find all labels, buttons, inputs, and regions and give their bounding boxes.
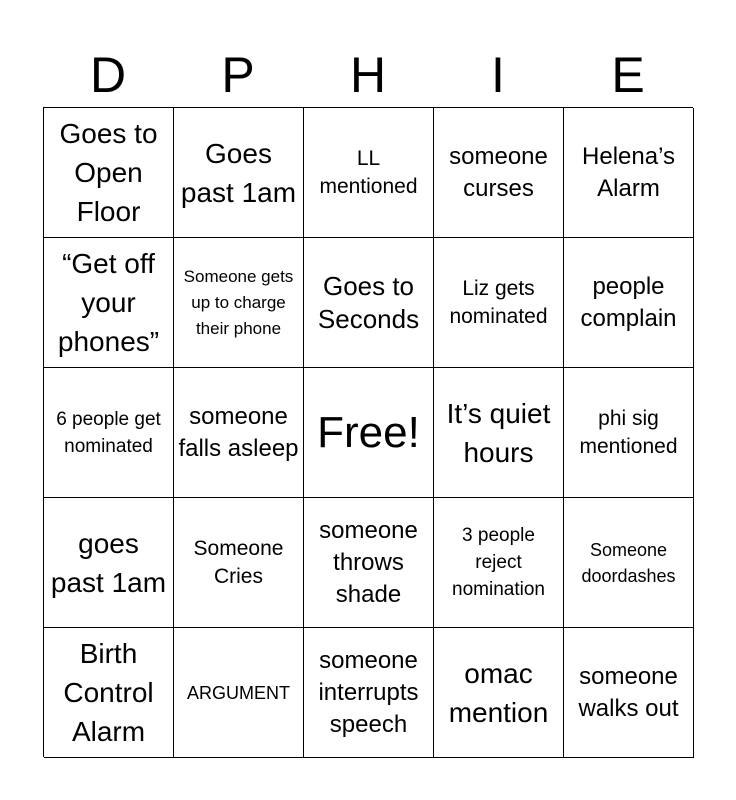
cell-text: Goes to Open Floor: [59, 118, 158, 227]
cell-text: Goes past 1am: [180, 137, 297, 208]
bingo-cell[interactable]: [44, 108, 174, 238]
bingo-cell[interactable]: [304, 498, 434, 628]
cell-text: 6 people get nominated: [56, 408, 161, 457]
bingo-cell[interactable]: [304, 628, 434, 758]
cell-text: Birth Control Alarm: [63, 638, 154, 747]
free-space-cell[interactable]: [304, 368, 434, 498]
bingo-cell[interactable]: [44, 368, 174, 498]
cell-text: someone curses: [449, 142, 548, 202]
cell-text: someone interrupts speech: [318, 646, 419, 738]
bingo-cell[interactable]: [44, 498, 174, 628]
cell-text: someone falls asleep: [178, 402, 299, 462]
cell-text: Goes to Seconds: [317, 270, 420, 334]
bingo-cell[interactable]: [434, 498, 564, 628]
cell-text: phi sig mentioned: [579, 406, 678, 458]
header-letter-h: H: [349, 47, 387, 103]
header-letter-i: I: [491, 47, 505, 103]
bingo-cell[interactable]: [304, 108, 434, 238]
bingo-cell[interactable]: [174, 238, 304, 368]
header-letter-e: E: [611, 47, 645, 103]
bingo-cell[interactable]: [564, 628, 694, 758]
cell-text: 3 people reject nomination: [452, 525, 545, 600]
cell-text: Someone gets up to charge their phone: [183, 266, 294, 338]
cell-text: Helena’s Alarm: [582, 142, 675, 202]
bingo-header: [43, 42, 693, 108]
cell-text: goes past 1am: [50, 527, 167, 598]
bingo-cell[interactable]: [434, 628, 564, 758]
bingo-cell[interactable]: [174, 368, 304, 498]
cell-text: someone walks out: [578, 662, 679, 722]
cell-text: Liz gets nominated: [449, 276, 548, 328]
header-letter-p: P: [221, 47, 255, 103]
bingo-cell[interactable]: [44, 628, 174, 758]
cell-text: people complain: [580, 272, 677, 332]
cell-text: someone throws shade: [319, 516, 418, 608]
cell-text: ARGUMENT: [187, 682, 290, 703]
cell-text: Someone Cries: [193, 536, 284, 588]
bingo-cell[interactable]: [174, 628, 304, 758]
bingo-cell[interactable]: [44, 238, 174, 368]
bingo-cell[interactable]: [434, 238, 564, 368]
bingo-cell[interactable]: [174, 108, 304, 238]
bingo-cell[interactable]: [564, 498, 694, 628]
cell-text: It’s quiet hours: [446, 397, 551, 468]
bingo-grid: [43, 107, 693, 757]
bingo-cell[interactable]: [434, 108, 564, 238]
bingo-cell[interactable]: [434, 368, 564, 498]
header-letter-d: D: [89, 47, 127, 103]
cell-text: LL mentioned: [319, 146, 418, 198]
bingo-cell[interactable]: [564, 108, 694, 238]
cell-text: omac mention: [448, 657, 549, 728]
bingo-cell[interactable]: [174, 498, 304, 628]
bingo-cell[interactable]: [304, 238, 434, 368]
free-space-text: Free!: [317, 407, 420, 457]
cell-text: “Get off your phones”: [57, 248, 160, 357]
bingo-cell[interactable]: [564, 238, 694, 368]
bingo-cell[interactable]: [564, 368, 694, 498]
cell-text: Someone doordashes: [581, 539, 676, 586]
